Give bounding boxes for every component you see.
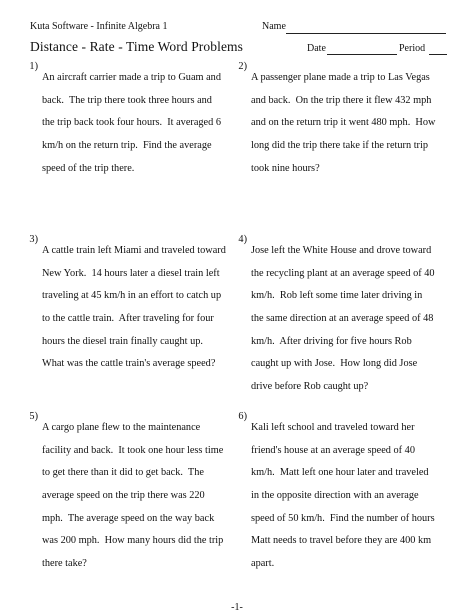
problem-line: apart. <box>251 557 275 569</box>
problem-line: speed of 50 km/h. Find the number of hours <box>251 512 435 524</box>
page-title: Distance - Rate - Time Word Problems <box>30 39 243 54</box>
problem-line: What was the cattle train's average speed? <box>42 358 216 370</box>
problem-line: Kali left school and traveled toward her <box>251 422 415 434</box>
date-label: Date <box>307 43 326 54</box>
name-field-line[interactable] <box>286 33 446 34</box>
problem-line: there take? <box>42 557 87 569</box>
problem-line: A cattle train left Miami and traveled toward <box>42 245 226 257</box>
problem-1-number: 1) <box>29 61 38 72</box>
problem-line: Jose left the White House and drove toward <box>251 245 432 257</box>
problem-line: A passenger plane made a trip to Las Vegas <box>251 72 430 84</box>
problem-line: friend's house at an average speed of 40 <box>251 444 415 456</box>
problem-3-number: 3) <box>29 234 38 245</box>
problem-line: drive before Rob caught up? <box>251 380 369 392</box>
problem-5-text <box>42 411 223 580</box>
problem-line: speed of the trip there. <box>42 162 135 174</box>
page-number: -1- <box>231 602 243 613</box>
date-field-line[interactable] <box>327 54 397 55</box>
problem-1-text <box>42 61 221 185</box>
problem-line: Matt needs to travel before they are 400 km <box>251 535 432 547</box>
worksheet-source: Kuta Software - Infinite Algebra 1 <box>30 21 168 32</box>
problem-2-number: 2) <box>238 61 247 72</box>
problem-line: A cargo plane flew to the maintenance <box>42 422 201 434</box>
period-label: Period <box>399 43 426 54</box>
period-field-line[interactable] <box>429 54 447 55</box>
problem-line: back. The trip there took three hours and <box>42 94 212 106</box>
problem-line: km/h. After driving for five hours Rob <box>251 335 412 347</box>
problem-line: km/h. Rob left some time later driving in <box>251 290 423 302</box>
problem-line: to get there than it did to get back. The <box>42 467 204 479</box>
problem-line: and back. On the trip there it flew 432 mph <box>251 94 432 106</box>
problem-line: facility and back. It took one hour less time <box>42 444 224 456</box>
problem-6-number: 6) <box>238 411 247 422</box>
problem-line: to the cattle train. After traveling for four <box>42 313 214 325</box>
problem-4-text <box>251 234 435 403</box>
problem-4-number: 4) <box>238 234 247 245</box>
problem-line: was 200 mph. How many hours did the trip <box>42 535 224 547</box>
problem-line: traveling at 45 km/h in an effort to catch up <box>42 290 222 302</box>
problem-line: the same direction at an average speed of 48 <box>251 313 434 325</box>
problem-line: km/h. Matt left one hour later and traveled <box>251 467 429 479</box>
problem-line: the trip back took four hours. It averaged 6 <box>42 117 221 129</box>
problem-line: the recycling plant at an average speed of 40 <box>251 267 435 279</box>
name-label: Name <box>262 21 286 32</box>
problem-line: An aircraft carrier made a trip to Guam and <box>42 72 221 84</box>
problem-line: and on the return trip it went 480 mph. How <box>251 117 436 129</box>
problem-2-text <box>251 61 435 185</box>
problem-line: mph. The average speed on the way back <box>42 512 215 524</box>
problem-line: long did the trip there take if the return trip <box>251 140 428 152</box>
problem-line: took nine hours? <box>251 162 320 174</box>
problem-line: in the opposite direction with an average <box>251 490 419 502</box>
problem-line: caught up with Jose. How long did Jose <box>251 358 418 370</box>
problem-line: km/h on the return trip. Find the average <box>42 140 212 152</box>
problem-5-number: 5) <box>29 411 38 422</box>
problem-line: average speed on the trip there was 220 <box>42 490 205 502</box>
problem-6-text <box>251 411 435 580</box>
problem-line: hours the diesel train finally caught up. <box>42 335 203 347</box>
problem-line: New York. 14 hours later a diesel train left <box>42 267 220 279</box>
problem-3-text <box>42 234 226 381</box>
